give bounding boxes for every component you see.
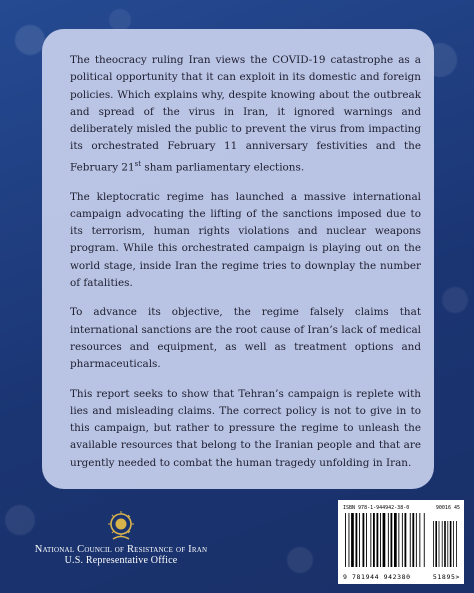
barcode-bar bbox=[398, 513, 399, 567]
barcode-bar bbox=[359, 513, 360, 567]
paragraph-3: To advance its objective, the regime falsely claims that international sanctions are the root cause of Iran’s lack of medical resources and equipment, as well as treatment options and pharmaceuticals. bbox=[70, 306, 421, 371]
price-small-code: 90016 45 bbox=[435, 505, 460, 511]
isbn-barcode bbox=[338, 500, 464, 584]
paragraph-4: This report seeks to show that Tehran’s campaign is replete with lies and misleading claims. The correct policy is not to give in to this campaign, but rather to pressure the regime to unleash the available resources that belong to the Iranian people and that are urgently needed to combat the human tragedy unfolding in Iran. bbox=[70, 387, 421, 469]
barcode-bar bbox=[370, 513, 371, 567]
barcode-bar bbox=[444, 521, 446, 567]
publisher-name: National Council of Resistance of Iran bbox=[34, 544, 208, 555]
description-panel bbox=[42, 29, 434, 489]
barcode-bar bbox=[380, 513, 381, 567]
barcode-bar bbox=[424, 513, 425, 567]
barcode-bar bbox=[439, 521, 440, 567]
barcode-bars bbox=[343, 513, 460, 569]
paragraph-1 bbox=[70, 52, 421, 177]
isbn-number: ISBN 978-1-944942-38-0 bbox=[343, 505, 410, 511]
barcode-bar bbox=[453, 521, 454, 567]
barcode-bar bbox=[383, 513, 386, 567]
ordinal-suffix: st bbox=[134, 159, 142, 168]
publisher-office: U.S. Representative Office bbox=[64, 555, 178, 566]
lion-and-sun-emblem-icon bbox=[104, 510, 138, 542]
barcode-bar bbox=[351, 513, 354, 567]
barcode-bar bbox=[433, 521, 434, 567]
barcode-bar bbox=[450, 521, 452, 567]
barcode-bar bbox=[419, 513, 420, 567]
barcode-bar bbox=[412, 513, 414, 567]
barcode-bar bbox=[394, 513, 397, 567]
barcode-bar bbox=[442, 521, 443, 567]
barcode-bar bbox=[402, 513, 403, 567]
barcode-bar bbox=[373, 513, 375, 567]
barcode-bar bbox=[388, 513, 389, 567]
barcode-bar bbox=[416, 513, 417, 567]
barcode-bar bbox=[435, 521, 437, 567]
barcode-digits: 9 781944 942380 bbox=[343, 573, 411, 581]
barcode-bar bbox=[366, 513, 367, 567]
barcode-bar bbox=[377, 513, 379, 567]
barcode-bar bbox=[405, 513, 407, 567]
paragraph-2: The kleptocratic regime has launched a massive international campaign advocating the lifting of the sanctions imposed due to its terrorism, human rights violations and nuclear weapons program. While this orchestrated campaign is playing out on the world stage, inside Iran the regime tries to downplay the number of fatalities. bbox=[70, 190, 421, 290]
barcode-bar bbox=[349, 513, 350, 567]
paragraph-1-text: The theocracy ruling Iran views the COVID-19 catastrophe as a political opportunity that it can exploit in its domestic and foreign policies. Which explains why, despite knowing about the outbreak and spread of the virus in Iran, it ignored warnings and deliberately misled the public to prevent the virus from impacting its orchestrated February 11 anniversary festivities and the February 21 bbox=[70, 54, 421, 174]
barcode-bar bbox=[410, 513, 411, 567]
barcode-bar bbox=[363, 513, 365, 567]
paragraph-1-tail: sham parliamentary elections. bbox=[141, 161, 305, 174]
barcode-bar bbox=[356, 513, 358, 567]
price-code: 51895> bbox=[432, 573, 460, 581]
barcode-bar bbox=[345, 513, 346, 567]
barcode-bar bbox=[391, 513, 393, 567]
barcode-bar bbox=[456, 521, 457, 567]
publisher-block bbox=[6, 510, 236, 566]
barcode-bar bbox=[447, 521, 448, 567]
